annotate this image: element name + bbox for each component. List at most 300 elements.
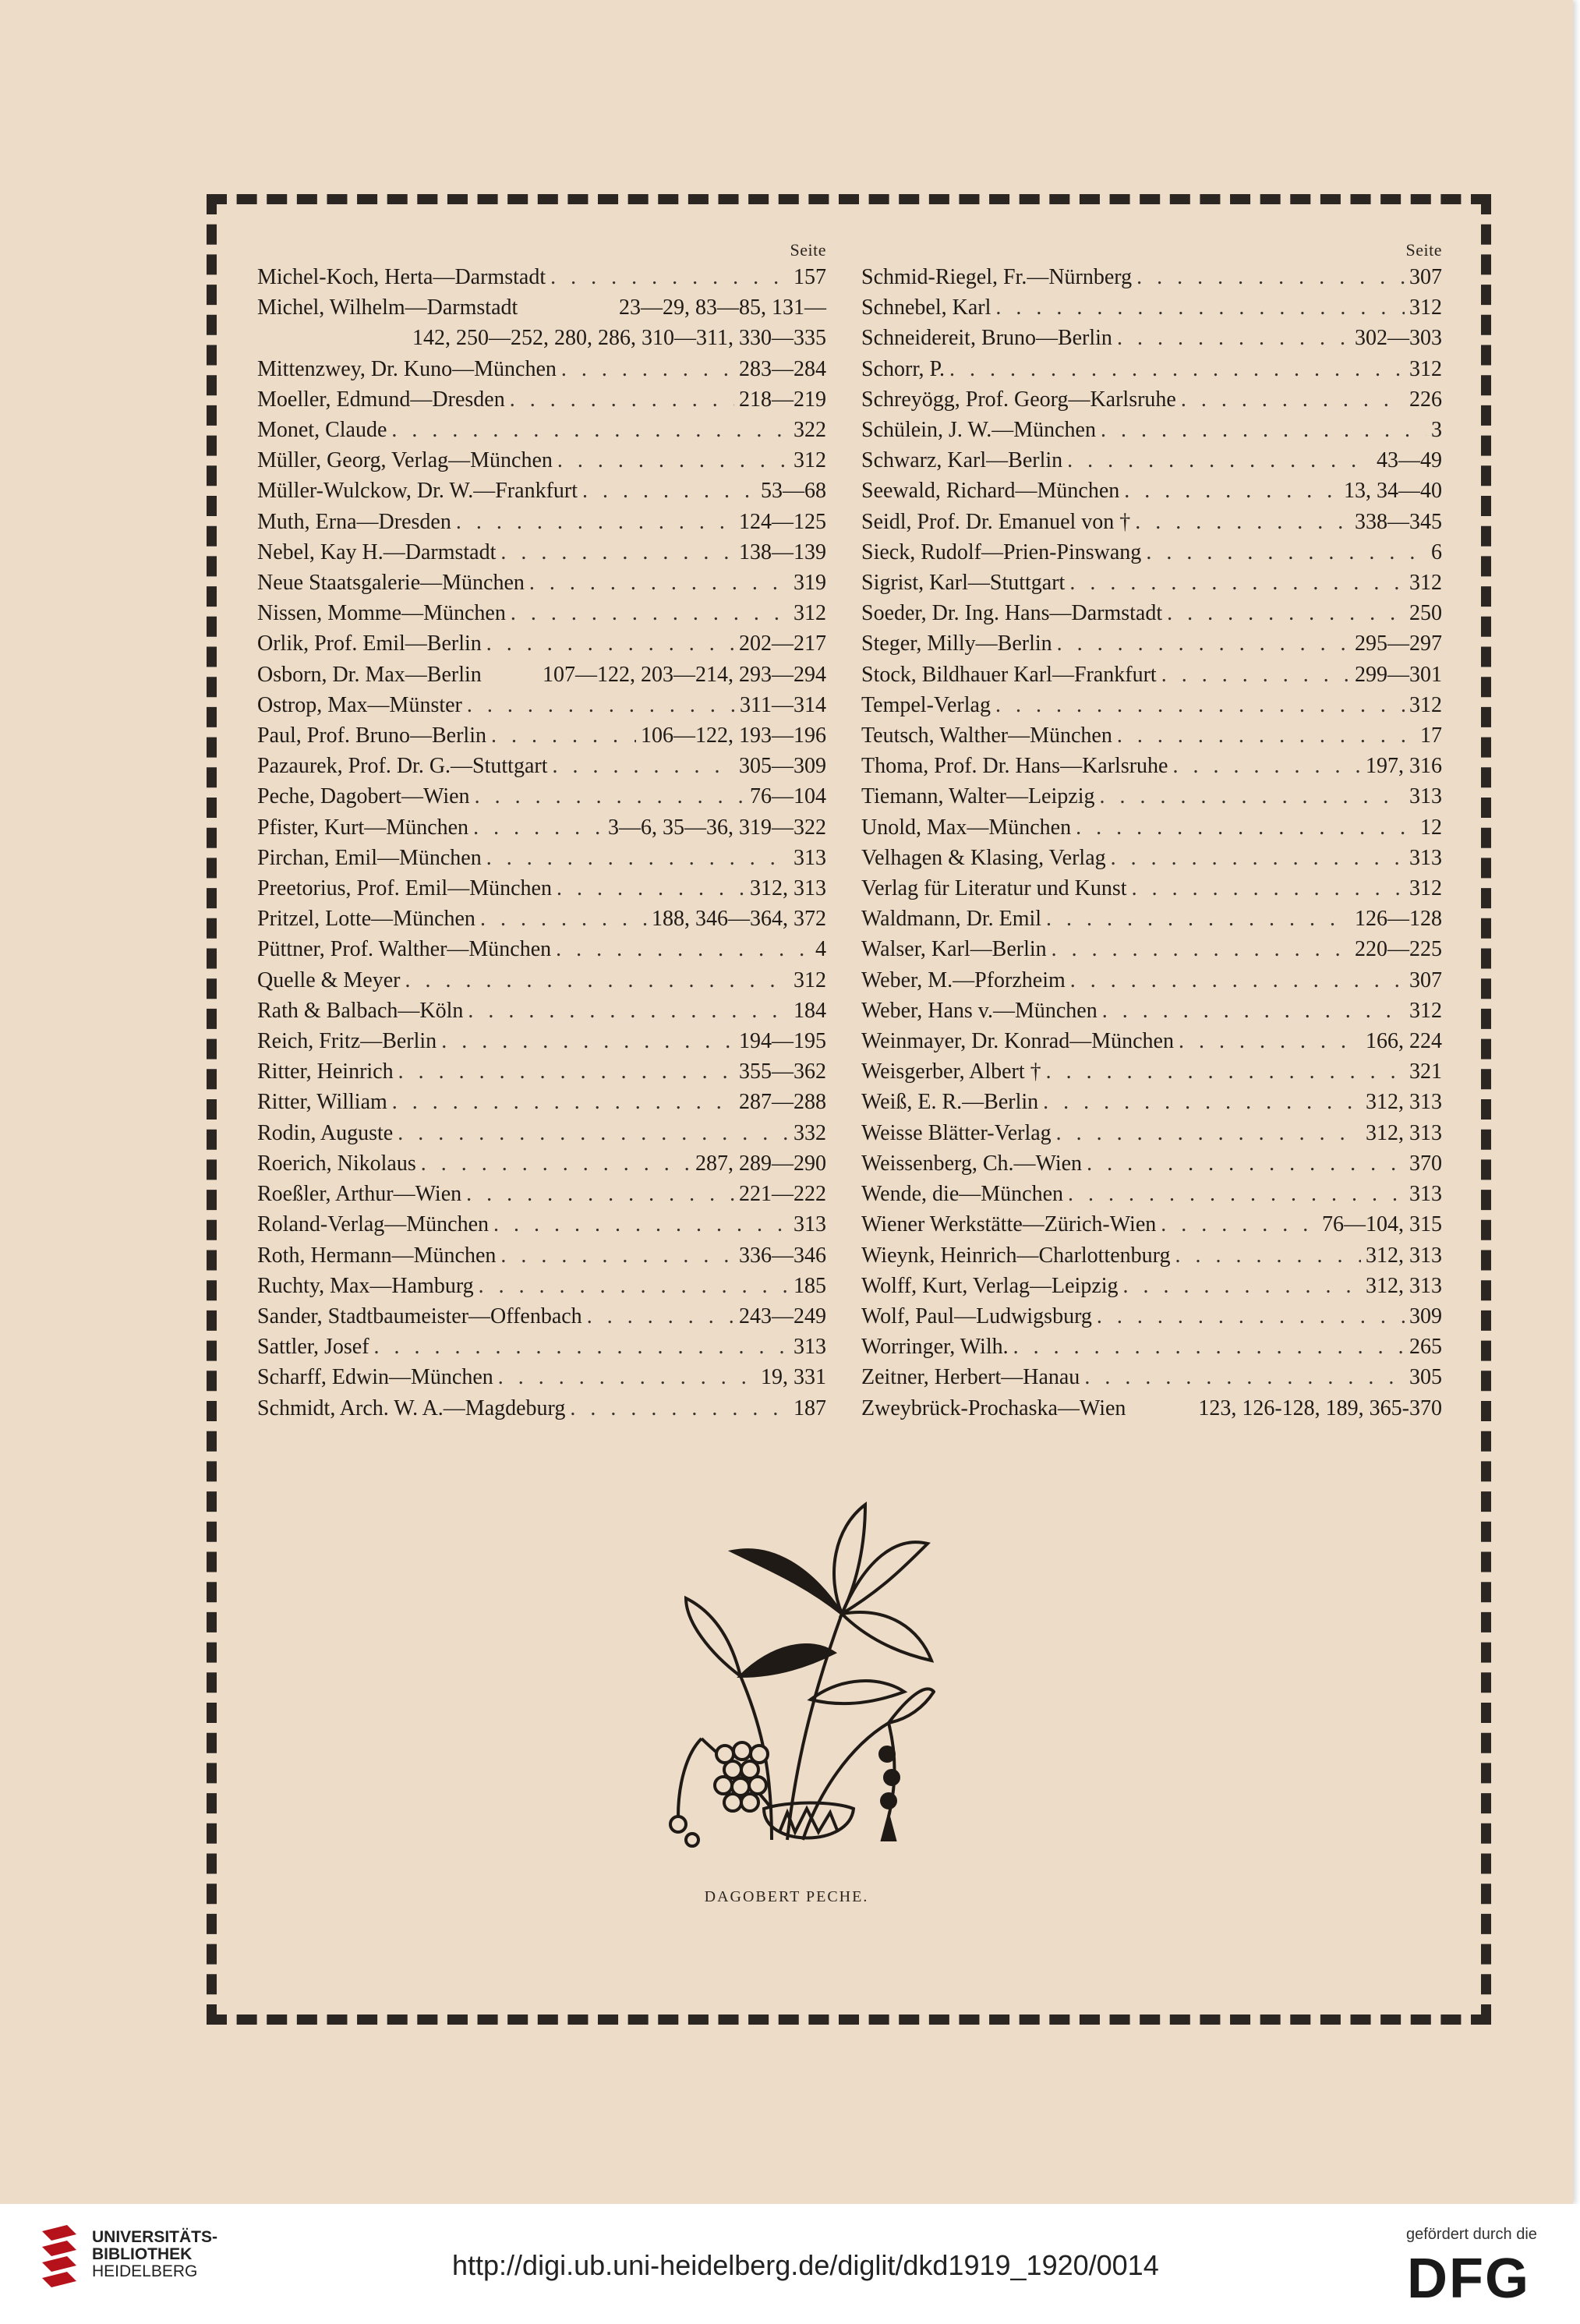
- index-entry: [257, 904, 826, 934]
- entry-name: Michel, Wilhelm—Darmstadt: [257, 295, 518, 320]
- index-entry: [257, 292, 826, 323]
- entry-name: Rath & Balbach—Köln: [257, 998, 464, 1023]
- dot-leader: [570, 1393, 789, 1424]
- entry-name: Weisgerber, Albert †: [861, 1059, 1041, 1084]
- entry-pages: 19, 331: [761, 1365, 826, 1390]
- entry-name: Mittenzwey, Dr. Kuno—München: [257, 356, 557, 381]
- index-entry: [257, 1240, 826, 1271]
- index-entry: [861, 262, 1442, 292]
- index-entry: [861, 873, 1442, 904]
- library-line-2: BIBLIOTHEK: [92, 2245, 193, 2263]
- entry-name: Zeitner, Herbert—Hanau: [861, 1365, 1080, 1390]
- dot-leader: [949, 354, 1405, 384]
- entry-name: Roerich, Nikolaus: [257, 1151, 416, 1176]
- index-entry: [861, 537, 1442, 568]
- entry-pages: 313: [794, 1212, 826, 1237]
- index-entry: [861, 781, 1442, 812]
- dot-leader: [1067, 445, 1372, 476]
- index-entry: [861, 1393, 1442, 1424]
- entry-pages: 313: [1409, 1182, 1442, 1207]
- entry-name: Weber, Hans v.—München: [861, 998, 1098, 1023]
- index-entry: [861, 996, 1442, 1026]
- entry-pages: 4: [815, 937, 826, 962]
- entry-pages: 321: [1409, 1059, 1442, 1084]
- entry-pages: 299—301: [1355, 662, 1442, 687]
- entry-pages: 218—219: [739, 387, 826, 412]
- index-entry: [257, 720, 826, 751]
- entry-pages: 312: [1409, 998, 1442, 1023]
- dot-leader: [1097, 1301, 1405, 1332]
- dot-leader: [561, 354, 734, 384]
- index-entry: [257, 934, 826, 964]
- entry-pages: 226: [1409, 387, 1442, 412]
- entry-name: Sigrist, Karl—Stuttgart: [861, 571, 1066, 596]
- dot-leader: [995, 292, 1405, 323]
- dot-leader: [1099, 781, 1405, 812]
- entry-name: Rodin, Auguste: [257, 1120, 394, 1145]
- entry-name: Schmidt, Arch. W. A.—Magdeburg: [257, 1395, 566, 1420]
- entry-name: Ritter, William: [257, 1090, 387, 1115]
- entry-name: Wieynk, Heinrich—Charlottenburg: [861, 1243, 1171, 1268]
- index-entry: [861, 751, 1442, 781]
- entry-name: Unold, Max—München: [861, 815, 1072, 840]
- index-entry: [861, 1026, 1442, 1056]
- dot-leader: [500, 537, 734, 568]
- index-entry: [861, 1240, 1442, 1271]
- dot-leader: [473, 812, 603, 843]
- index-entry: [861, 1087, 1442, 1117]
- index-entry: [257, 660, 826, 690]
- entry-name: Orlik, Prof. Emil—Berlin: [257, 631, 482, 656]
- entry-pages: 13, 34—40: [1344, 479, 1442, 504]
- entry-pages: 302—303: [1355, 326, 1442, 351]
- entry-name: Weissenberg, Ch.—Wien: [861, 1151, 1083, 1176]
- entry-pages: 319: [794, 571, 826, 596]
- dot-leader: [500, 1240, 734, 1271]
- entry-pages: 313: [794, 1335, 826, 1360]
- index-entry: [861, 1362, 1442, 1392]
- entry-name: Püttner, Prof. Walther—München: [257, 937, 552, 962]
- entry-pages: 250: [1409, 601, 1442, 626]
- dot-leader: [1146, 537, 1426, 568]
- dot-leader: [486, 628, 734, 659]
- index-entry: [257, 965, 826, 996]
- index-entry: [257, 476, 826, 506]
- entry-pages: 355—362: [739, 1059, 826, 1084]
- entry-pages: 313: [1409, 784, 1442, 809]
- entry-pages: 322: [794, 418, 826, 443]
- index-entry: [861, 1332, 1442, 1362]
- index-entry: [861, 1056, 1442, 1087]
- dot-leader: [1070, 965, 1405, 996]
- index-entry: [861, 1271, 1442, 1301]
- entry-pages: 312: [1409, 295, 1442, 320]
- entry-name: Waldmann, Dr. Emil: [861, 907, 1042, 932]
- entry-name: Stock, Bildhauer Karl—Frankfurt: [861, 662, 1157, 687]
- index-entry: [257, 445, 826, 476]
- dot-leader: [1052, 934, 1350, 964]
- dot-leader: [1056, 1118, 1361, 1148]
- entry-pages: 307: [1409, 265, 1442, 289]
- index-entry: [257, 598, 826, 628]
- index-entry: [861, 904, 1442, 934]
- library-line-1: UNIVERSITÄTS-: [92, 2228, 218, 2246]
- entry-name: Schmid-Riegel, Fr.—Nürnberg: [861, 265, 1133, 289]
- entry-name: Pritzel, Lotte—München: [257, 907, 475, 932]
- entry-name: Roland-Verlag—München: [257, 1212, 490, 1237]
- index-entry: [257, 873, 826, 904]
- dot-leader: [529, 568, 789, 598]
- entry-pages: 338—345: [1355, 509, 1442, 534]
- entry-name: Soeder, Dr. Ing. Hans—Darmstadt: [861, 601, 1163, 626]
- dot-leader: [1057, 628, 1350, 659]
- entry-name: Roth, Hermann—München: [257, 1243, 497, 1268]
- entry-name: Schnebel, Karl: [861, 295, 991, 320]
- entry-name: Weisse Blätter-Verlag: [861, 1120, 1052, 1145]
- index-entry: [257, 1332, 826, 1362]
- index-entry: [257, 996, 826, 1026]
- dot-leader: [510, 384, 734, 415]
- dot-leader: [556, 934, 811, 964]
- dot-leader: [479, 1271, 789, 1301]
- index-column-right: [861, 239, 1442, 1424]
- entry-name: Weiß, E. R.—Berlin: [861, 1090, 1039, 1115]
- index-entry: [257, 415, 826, 445]
- index-entry: [861, 812, 1442, 843]
- index-entry: [257, 690, 826, 720]
- dot-leader: [398, 1056, 734, 1087]
- entry-pages: 3: [1431, 418, 1442, 443]
- entry-name: Walser, Karl—Berlin: [861, 937, 1047, 962]
- entry-name: Weinmayer, Dr. Konrad—München: [861, 1029, 1174, 1054]
- entry-pages: 17: [1420, 723, 1442, 748]
- entry-pages: 197, 316: [1366, 754, 1442, 779]
- entry-pages: 309: [1409, 1303, 1442, 1328]
- entry-pages: 6: [1431, 539, 1442, 564]
- index-entry: [861, 690, 1442, 720]
- entry-pages: 312, 313: [1366, 1090, 1442, 1115]
- index-entry: [861, 384, 1442, 415]
- entry-pages: 185: [794, 1273, 826, 1298]
- dot-leader: [466, 1179, 734, 1209]
- dot-leader: [480, 904, 647, 934]
- entry-name: Nebel, Kay H.—Darmstadt: [257, 539, 497, 564]
- dot-leader: [1136, 262, 1405, 292]
- entry-pages: 312, 313: [1366, 1243, 1442, 1268]
- entry-name: Wiener Werkstätte—Zürich-Wien: [861, 1212, 1157, 1237]
- index-entry: [257, 1393, 826, 1424]
- entry-name: Scharff, Edwin—München: [257, 1365, 493, 1390]
- entry-name: Monet, Claude: [257, 418, 387, 443]
- entry-name: Müller-Wulckow, Dr. W.—Frankfurt: [257, 479, 578, 504]
- index-entry: [861, 354, 1442, 384]
- entry-name: Wolf, Paul—Ludwigsburg: [861, 1303, 1092, 1328]
- entry-name: Worringer, Wilh.: [861, 1335, 1009, 1360]
- entry-name: Michel-Koch, Herta—Darmstadt: [257, 265, 546, 289]
- index-entry: [257, 1056, 826, 1087]
- index-entry: [257, 1118, 826, 1148]
- entry-name: Neue Staatsgalerie—München: [257, 571, 525, 596]
- dot-leader: [550, 262, 789, 292]
- entry-pages: 43—49: [1377, 448, 1442, 473]
- entry-pages: 3—6, 35—36, 319—322: [608, 815, 826, 840]
- dot-leader: [1181, 384, 1405, 415]
- index-entry: [861, 1209, 1442, 1240]
- entry-pages: 76—104, 315: [1322, 1212, 1442, 1237]
- entry-pages: 184: [794, 998, 826, 1023]
- entry-name: Sattler, Josef: [257, 1335, 369, 1360]
- entry-name: Moeller, Edmund—Dresden: [257, 387, 505, 412]
- dot-leader: [391, 415, 789, 445]
- entry-pages: 221—222: [739, 1182, 826, 1207]
- dot-leader: [1161, 660, 1350, 690]
- entry-pages: 312, 313: [1366, 1120, 1442, 1145]
- dot-leader: [1161, 1209, 1317, 1240]
- left-entry-list: [257, 262, 826, 1424]
- index-entry: [257, 812, 826, 843]
- entry-pages: 106—122, 193—196: [641, 723, 826, 748]
- dot-leader: [498, 1362, 756, 1392]
- entry-pages: 283—284: [739, 356, 826, 381]
- dot-leader: [468, 996, 789, 1026]
- dot-leader: [392, 1087, 734, 1117]
- name-index: [257, 239, 1442, 1424]
- entry-name: Weber, M.—Pforzheim: [861, 967, 1066, 992]
- index-entry: [257, 1148, 826, 1179]
- index-entry: [257, 1179, 826, 1209]
- entry-pages: 307: [1409, 967, 1442, 992]
- index-entry: [861, 1118, 1442, 1148]
- entry-pages: 126—128: [1355, 907, 1442, 932]
- right-entry-list: [861, 262, 1442, 1424]
- entry-pages: 107—122, 203—214, 293—294: [543, 662, 826, 687]
- dot-leader: [1117, 323, 1350, 353]
- index-entry: [861, 445, 1442, 476]
- entry-pages: 311—314: [740, 692, 826, 717]
- entry-pages: 312, 313: [1366, 1273, 1442, 1298]
- entry-pages: 295—297: [1355, 631, 1442, 656]
- entry-name: Verlag für Literatur und Kunst: [861, 876, 1127, 901]
- entry-pages: 243—249: [739, 1303, 826, 1328]
- entry-pages: 265: [1409, 1335, 1442, 1360]
- index-entry: [257, 628, 826, 659]
- dot-leader: [1084, 1362, 1405, 1392]
- entry-pages: 312: [794, 448, 826, 473]
- dot-leader: [1111, 843, 1405, 873]
- entry-pages: 370: [1409, 1151, 1442, 1176]
- entry-name: Steger, Milly—Berlin: [861, 631, 1052, 656]
- entry-pages: 312: [1409, 692, 1442, 717]
- funding-label: gefördert durch die: [1406, 2226, 1537, 2243]
- entry-name: Seewald, Richard—München: [861, 479, 1120, 504]
- entry-name: Teutsch, Walther—München: [861, 723, 1112, 748]
- permalink-url[interactable]: http://digi.ub.uni-heidelberg.de/diglit/dkd1919_1920/0014: [452, 2249, 1159, 2281]
- entry-name: Wende, die—München: [861, 1182, 1063, 1207]
- index-entry: [861, 628, 1442, 659]
- entry-pages: 194—195: [739, 1029, 826, 1054]
- entry-name: Schorr, P.: [861, 356, 945, 381]
- entry-name: Schneidereit, Bruno—Berlin: [861, 326, 1112, 351]
- dot-leader: [1124, 476, 1339, 506]
- index-entry: [861, 1148, 1442, 1179]
- entry-pages: 312: [794, 967, 826, 992]
- index-entry: [861, 934, 1442, 964]
- index-entry: [861, 1179, 1442, 1209]
- dot-leader: [456, 507, 734, 537]
- entry-pages: 188, 346—364, 372: [652, 907, 826, 932]
- index-entry: [257, 568, 826, 598]
- plant-ornament-icon: [655, 1497, 935, 1855]
- index-entry: [861, 720, 1442, 751]
- index-entry: [861, 660, 1442, 690]
- index-entry: [257, 1362, 826, 1392]
- index-entry: [861, 1301, 1442, 1332]
- entry-pages: 305: [1409, 1365, 1442, 1390]
- dot-leader: [1175, 1240, 1361, 1271]
- entry-name: Pazaurek, Prof. Dr. G.—Stuttgart: [257, 754, 548, 779]
- entry-name: Reich, Fritz—Berlin: [257, 1029, 437, 1054]
- dot-leader: [1068, 1179, 1405, 1209]
- dot-leader: [582, 476, 756, 506]
- entry-pages: 305—309: [739, 754, 826, 779]
- dot-leader: [587, 1301, 734, 1332]
- entry-name: Paul, Prof. Bruno—Berlin: [257, 723, 486, 748]
- dfg-logo: DFG: [1407, 2248, 1530, 2310]
- dot-leader: [1172, 751, 1361, 781]
- dot-leader: [1069, 568, 1405, 598]
- entry-name: Sieck, Rudolf—Prien-Pinswang: [861, 539, 1142, 564]
- entry-name: Ruchty, Max—Hamburg: [257, 1273, 474, 1298]
- index-entry: [861, 598, 1442, 628]
- dot-leader: [1117, 720, 1416, 751]
- entry-pages: 312: [794, 601, 826, 626]
- entry-name: Tiemann, Walter—Leipzig: [861, 784, 1095, 809]
- entry-name: Tempel-Verlag: [861, 692, 991, 717]
- entry-name: Peche, Dagobert—Wien: [257, 784, 470, 809]
- entry-name: Osborn, Dr. Max—Berlin: [257, 662, 482, 687]
- dot-leader: [491, 720, 636, 751]
- entry-pages: 336—346: [739, 1243, 826, 1268]
- entry-pages: 287, 289—290: [695, 1151, 826, 1176]
- entry-pages: 123, 126-128, 189, 365-370: [1198, 1395, 1442, 1420]
- entry-name: Schülein, J. W.—München: [861, 418, 1096, 443]
- entry-pages: 332: [794, 1120, 826, 1145]
- index-entry: [861, 323, 1442, 353]
- dot-leader: [493, 1209, 789, 1240]
- entry-name: Nissen, Momme—München: [257, 601, 506, 626]
- digitization-footer: [0, 2204, 1580, 2324]
- entry-name: Zweybrück-Prochaska—Wien: [861, 1395, 1126, 1420]
- dot-leader: [1101, 415, 1426, 445]
- entry-name: Sander, Stadtbaumeister—Offenbach: [257, 1303, 582, 1328]
- index-entry: [257, 323, 826, 353]
- dot-leader: [1167, 598, 1405, 628]
- entry-name: Thoma, Prof. Dr. Hans—Karlsruhe: [861, 754, 1168, 779]
- entry-pages: 53—68: [761, 479, 826, 504]
- entry-pages: 187: [794, 1395, 826, 1420]
- entry-pages: 138—139: [739, 539, 826, 564]
- dot-leader: [405, 965, 790, 996]
- dot-leader: [557, 873, 745, 904]
- index-entry: [861, 415, 1442, 445]
- dot-leader: [1087, 1148, 1405, 1179]
- seite-header-left: Seite: [790, 240, 826, 260]
- entry-name: Roeßler, Arthur—Wien: [257, 1182, 462, 1207]
- entry-name: Preetorius, Prof. Emil—München: [257, 876, 552, 901]
- entry-pages: 313: [1409, 845, 1442, 870]
- dot-leader: [421, 1148, 691, 1179]
- index-entry: [257, 507, 826, 537]
- dot-leader: [441, 1026, 734, 1056]
- dot-leader: [374, 1332, 789, 1362]
- dot-leader: [1179, 1026, 1361, 1056]
- entry-pages: 202—217: [739, 631, 826, 656]
- dot-leader: [1046, 1056, 1405, 1087]
- index-entry: [257, 354, 826, 384]
- index-entry: [257, 1209, 826, 1240]
- entry-pages: 312, 313: [750, 876, 826, 901]
- index-entry: [257, 1026, 826, 1056]
- entry-name: Pfister, Kurt—München: [257, 815, 469, 840]
- index-entry: [861, 476, 1442, 506]
- illustration-caption: DAGOBERT PECHE.: [704, 1888, 869, 1905]
- entry-name: Schwarz, Karl—Berlin: [861, 448, 1063, 473]
- entry-pages: 124—125: [739, 509, 826, 534]
- entry-pages: 312: [1409, 356, 1442, 381]
- entry-name: Müller, Georg, Verlag—München: [257, 448, 553, 473]
- entry-pages: 157: [794, 265, 826, 289]
- index-entry: [861, 843, 1442, 873]
- dot-leader: [1043, 1087, 1361, 1117]
- entry-pages: 287—288: [739, 1090, 826, 1115]
- index-entry: [257, 781, 826, 812]
- entry-pages: 76—104: [750, 784, 826, 809]
- entry-pages: 142, 250—252, 280, 286, 310—311, 330—335: [412, 326, 826, 351]
- dot-leader: [467, 690, 735, 720]
- index-entry: [257, 1271, 826, 1301]
- dot-leader: [398, 1118, 789, 1148]
- dot-leader: [475, 781, 745, 812]
- entry-name: Wolff, Kurt, Verlag—Leipzig: [861, 1273, 1119, 1298]
- index-entry: [257, 537, 826, 568]
- entry-name: Ostrop, Max—Münster: [257, 692, 462, 717]
- index-entry: [861, 292, 1442, 323]
- seite-header-right: Seite: [1405, 240, 1442, 260]
- index-entry: [861, 568, 1442, 598]
- dot-leader: [486, 843, 789, 873]
- entry-name: Schreyögg, Prof. Georg—Karlsruhe: [861, 387, 1176, 412]
- dot-leader: [511, 598, 789, 628]
- dot-leader: [1123, 1271, 1361, 1301]
- dot-leader: [1132, 873, 1405, 904]
- entry-name: Pirchan, Emil—München: [257, 845, 482, 870]
- dot-leader: [1046, 904, 1350, 934]
- index-entry: [257, 751, 826, 781]
- entry-name: Muth, Erna—Dresden: [257, 509, 451, 534]
- entry-pages: 312: [1409, 876, 1442, 901]
- dot-leader: [557, 445, 789, 476]
- entry-name: Quelle & Meyer: [257, 967, 401, 992]
- index-entry: [257, 384, 826, 415]
- entry-pages: 312: [1409, 571, 1442, 596]
- entry-pages: 220—225: [1355, 937, 1442, 962]
- dot-leader: [1013, 1332, 1405, 1362]
- index-column-left: [257, 239, 826, 1424]
- entry-pages: 23—29, 83—85, 131—: [619, 295, 826, 320]
- university-library-logo-icon: [36, 2223, 83, 2294]
- library-line-3: HEIDELBERG: [92, 2262, 198, 2280]
- index-entry: [861, 507, 1442, 537]
